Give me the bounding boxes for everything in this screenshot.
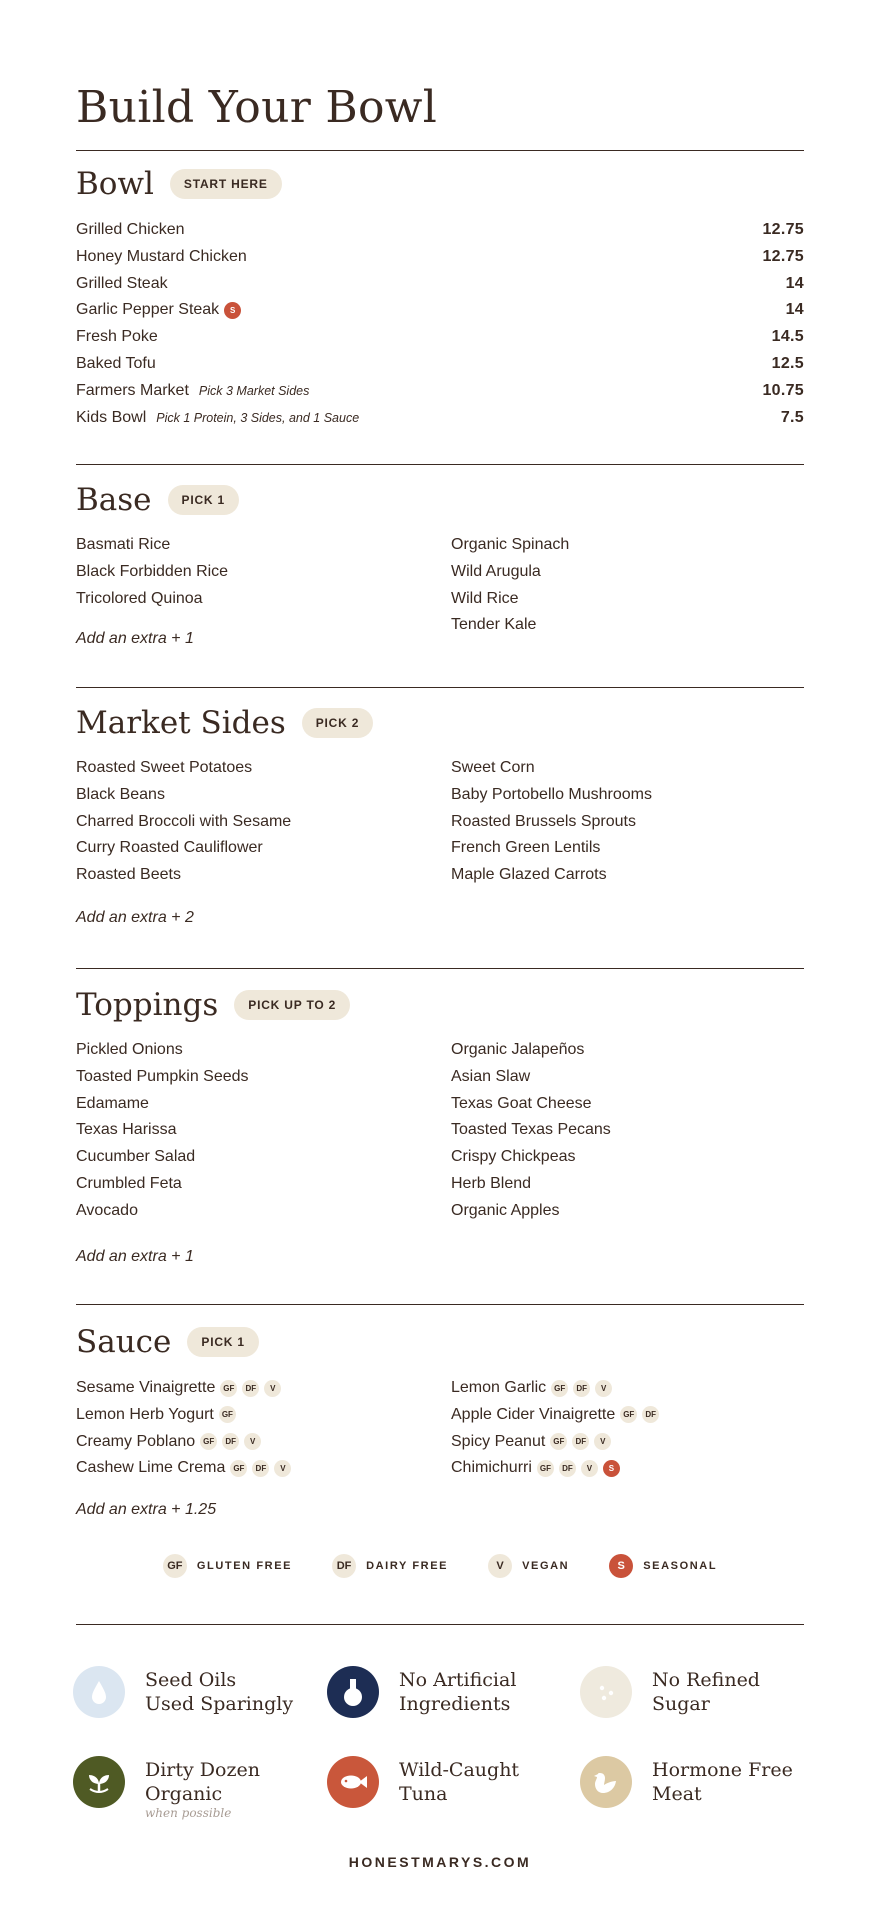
feature-text [399, 1758, 519, 1806]
item-price: 12.75 [762, 221, 804, 238]
legend-label: VEGAN [522, 1560, 570, 1572]
vegan-badge: V [264, 1380, 281, 1397]
base-section-header [76, 482, 239, 518]
item-name: Kids Bowl [76, 408, 147, 426]
dairy-free-badge: DF [252, 1460, 269, 1477]
legend-item [163, 1554, 292, 1578]
bowl-title: Bowl [76, 166, 154, 202]
feature-line: Sugar [652, 1693, 710, 1715]
toppings-item: Cucumber Salad [76, 1148, 196, 1166]
toppings-item: Herb Blend [451, 1175, 532, 1192]
legend-label: DAIRY FREE [366, 1560, 449, 1572]
page-title: Build Your Bowl [76, 82, 438, 133]
dairy-free-badge: DF [642, 1406, 659, 1423]
feature-item [73, 1666, 293, 1718]
bowl-item [76, 247, 247, 267]
bowl-section-header [76, 166, 282, 202]
item-name: Cashew Lime Crema [76, 1459, 226, 1477]
legend-item [609, 1554, 717, 1578]
seasonal-badge: S [224, 302, 241, 319]
feature-item [580, 1756, 793, 1808]
vegan-badge: V [581, 1460, 598, 1477]
bowl-item [76, 408, 359, 428]
divider [76, 464, 804, 465]
website-footer: HONESTMARYS.COM [348, 1854, 532, 1870]
feature-text [145, 1668, 293, 1716]
sides-title: Market Sides [76, 705, 286, 741]
item-name: Grilled Steak [76, 274, 168, 292]
pick-1-pill: PICK 1 [168, 485, 239, 515]
legend-label: GLUTEN FREE [196, 1560, 293, 1572]
feature-text [652, 1758, 793, 1806]
dairy-free-badge: DF [222, 1433, 239, 1450]
toppings-item: Avocado [76, 1201, 138, 1219]
feature-line: Meat [652, 1783, 702, 1805]
feature-line: Used Sparingly [145, 1693, 294, 1715]
base-title: Base [76, 482, 152, 518]
dairy-free-badge: DF [559, 1460, 576, 1477]
seasonal-badge: S [603, 1460, 620, 1477]
dairy-free-badge: DF [242, 1380, 259, 1397]
sides-item: Baby Portobello Mushrooms [451, 785, 652, 803]
dairy-free-badge: DF [573, 1380, 590, 1397]
item-note: Pick 1 Protein, 3 Sides, and 1 Sauce [156, 410, 360, 425]
gluten-free-badge: GF [200, 1433, 217, 1450]
item-name: Lemon Herb Yogurt [76, 1405, 214, 1423]
toppings-extra-note: Add an extra + 1 [76, 1248, 194, 1265]
sides-item: Curry Roasted Cauliflower [76, 839, 263, 857]
feature-line: No Artificial [399, 1669, 517, 1691]
dairy-free-badge: DF [332, 1554, 356, 1578]
sides-item: Maple Glazed Carrots [451, 866, 607, 884]
item-price: 12.75 [762, 247, 804, 265]
sauce-item [451, 1378, 612, 1398]
start-here-pill: START HERE [170, 169, 282, 199]
feature-line: Seed Oils [145, 1669, 237, 1691]
legend-item [332, 1554, 448, 1578]
sugar-icon [580, 1666, 632, 1718]
sides-item: French Green Lentils [451, 839, 601, 857]
toppings-item: Organic Jalapeños [451, 1041, 585, 1058]
sauce-item [76, 1405, 236, 1425]
toppings-item: Crispy Chickpeas [451, 1148, 576, 1166]
feature-line: Hormone Free [652, 1759, 793, 1781]
vegan-badge: V [488, 1554, 512, 1578]
base-item: Tricolored Quinoa [76, 589, 203, 607]
bowl-item [76, 327, 158, 347]
base-item: Organic Spinach [451, 536, 570, 553]
item-price: 14 [785, 274, 804, 292]
sides-item: Charred Broccoli with Sesame [76, 812, 292, 830]
feature-item [73, 1756, 260, 1820]
item-name: Chimichurri [451, 1459, 532, 1477]
toppings-item: Texas Goat Cheese [451, 1094, 592, 1112]
dairy-free-badge: DF [572, 1433, 589, 1450]
toppings-item: Toasted Texas Pecans [451, 1121, 611, 1139]
item-name: Creamy Poblano [76, 1432, 196, 1450]
bowl-item [76, 300, 241, 320]
pick-up-to-2-pill: PICK UP TO 2 [234, 990, 350, 1020]
vegan-badge: V [595, 1380, 612, 1397]
bowl-item [76, 274, 168, 294]
vegan-badge: V [244, 1433, 261, 1450]
sides-item: Black Beans [76, 785, 165, 803]
droplet-icon [73, 1666, 125, 1718]
feature-line: Ingredients [399, 1693, 511, 1715]
toppings-item: Organic Apples [451, 1201, 560, 1219]
fish-icon [327, 1756, 379, 1808]
chicken-icon [580, 1756, 632, 1808]
pick-2-pill: PICK 2 [302, 708, 373, 738]
feature-item [327, 1666, 516, 1718]
sauce-item [76, 1458, 291, 1478]
sides-item: Sweet Corn [451, 759, 535, 776]
item-note: Pick 3 Market Sides [198, 383, 310, 398]
base-item: Basmati Rice [76, 536, 171, 553]
sauce-item [451, 1432, 611, 1452]
sauce-item [76, 1378, 281, 1398]
sauce-section-header [76, 1324, 259, 1360]
sauce-extra-note: Add an extra + 1.25 [76, 1501, 217, 1518]
item-price: 7.5 [780, 408, 804, 426]
toppings-item: Crumbled Feta [76, 1175, 182, 1192]
sides-item: Roasted Sweet Potatoes [76, 759, 253, 776]
gluten-free-badge: GF [219, 1406, 236, 1423]
seasonal-badge: S [609, 1554, 633, 1578]
divider [76, 968, 804, 969]
feature-line: Dirty Dozen [145, 1759, 260, 1781]
sides-item: Roasted Beets [76, 866, 181, 884]
base-item: Black Forbidden Rice [76, 562, 229, 580]
feature-text [399, 1668, 516, 1716]
feature-note: when possible [145, 1806, 232, 1820]
gluten-free-badge: GF [620, 1406, 637, 1423]
legend-label: SEASONAL [643, 1560, 718, 1572]
gluten-free-badge: GF [550, 1433, 567, 1450]
gluten-free-badge: GF [220, 1380, 237, 1397]
feature-line: Wild-Caught [399, 1759, 520, 1781]
feature-item [580, 1666, 760, 1718]
toppings-item: Pickled Onions [76, 1041, 183, 1058]
vegan-badge: V [594, 1433, 611, 1450]
feature-line: No Refined [652, 1669, 760, 1691]
bowl-item [76, 220, 184, 240]
feature-line: Organic [145, 1783, 223, 1805]
toppings-item: Toasted Pumpkin Seeds [76, 1067, 249, 1085]
toppings-section-header [76, 987, 350, 1023]
item-name: Sesame Vinaigrette [76, 1379, 216, 1396]
divider [76, 687, 804, 688]
feature-text [145, 1758, 260, 1820]
sauce-pick-1-pill: PICK 1 [187, 1327, 258, 1357]
item-name: Lemon Garlic [451, 1379, 547, 1396]
gluten-free-badge: GF [551, 1380, 568, 1397]
bowl-item [76, 354, 156, 374]
item-name: Farmers Market [76, 381, 189, 399]
divider [76, 1624, 804, 1625]
toppings-item: Edamame [76, 1094, 149, 1112]
divider [76, 150, 804, 151]
item-price: 12.5 [771, 355, 804, 372]
legend-item [488, 1554, 569, 1578]
item-price: 14 [785, 301, 804, 319]
base-item: Wild Arugula [451, 562, 541, 580]
sauce-item [451, 1405, 659, 1425]
bowl-item [76, 381, 309, 401]
gluten-free-badge: GF [537, 1460, 554, 1477]
sides-section-header [76, 705, 373, 741]
item-name: Grilled Chicken [76, 221, 185, 238]
toppings-item: Texas Harissa [76, 1121, 177, 1139]
item-name: Honey Mustard Chicken [76, 247, 247, 265]
item-price: 14.5 [771, 328, 804, 346]
gluten-free-badge: GF [163, 1554, 187, 1578]
flask-icon [327, 1666, 379, 1718]
divider [76, 1304, 804, 1305]
item-name: Apple Cider Vinaigrette [451, 1405, 616, 1423]
sauce-title: Sauce [76, 1324, 172, 1360]
item-name: Spicy Peanut [451, 1432, 546, 1450]
vegan-badge: V [274, 1460, 291, 1477]
sauce-item [451, 1458, 620, 1478]
item-name: Baked Tofu [76, 355, 156, 372]
toppings-title: Toppings [76, 987, 219, 1023]
sides-extra-note: Add an extra + 2 [76, 909, 194, 926]
base-item: Tender Kale [451, 616, 537, 634]
base-extra-note: Add an extra + 1 [76, 630, 194, 647]
feature-text [652, 1668, 760, 1716]
sauce-item [76, 1432, 261, 1452]
base-item: Wild Rice [451, 589, 519, 607]
feature-item [327, 1756, 519, 1808]
diet-legend [0, 1554, 880, 1578]
sprout-icon [73, 1756, 125, 1808]
toppings-item: Asian Slaw [451, 1067, 531, 1085]
item-name: Garlic Pepper Steak [76, 301, 220, 319]
feature-line: Tuna [399, 1783, 448, 1805]
item-name: Fresh Poke [76, 328, 158, 346]
item-price: 10.75 [762, 381, 804, 399]
sides-item: Roasted Brussels Sprouts [451, 812, 636, 830]
gluten-free-badge: GF [230, 1460, 247, 1477]
